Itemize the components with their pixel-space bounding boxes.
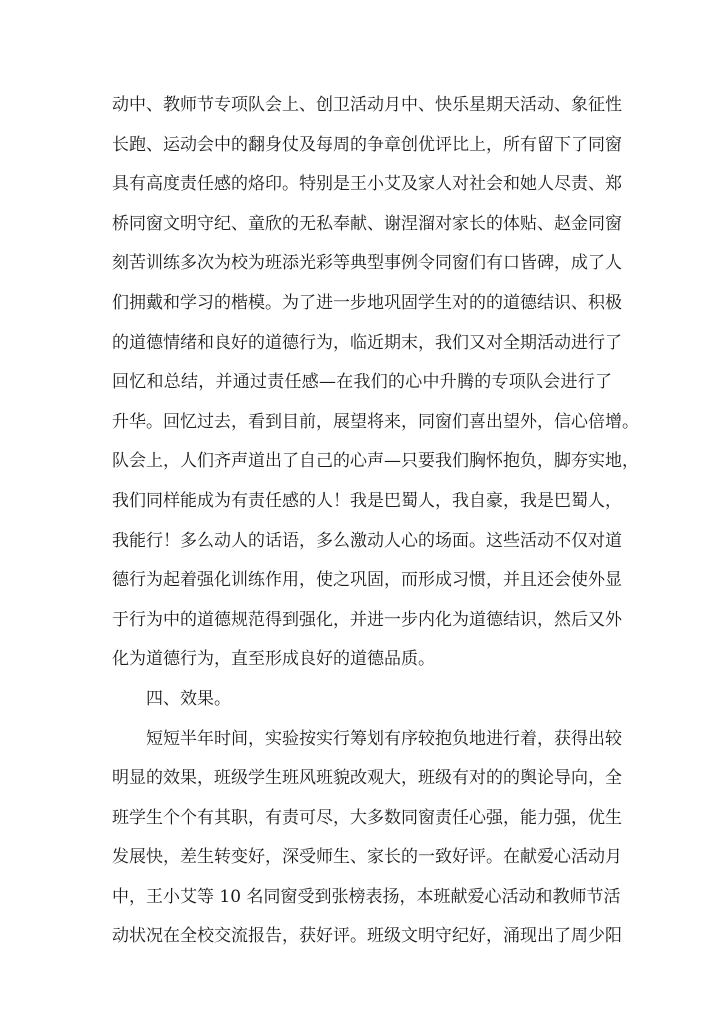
text-line: 中，王小艾等 10 名同窗受到张榜表扬，本班献爱心活动和教师节活 — [112, 886, 621, 907]
text-line: 短短半年时间，实验按实行筹划有序较抱负地进行着，获得出较 — [146, 728, 622, 749]
text-line: 们拥戴和学习的楷模。为了进一步地巩固学生对的的道德结识、积极 — [112, 292, 622, 313]
text-line: 动状况在全校交流报告，获好评。班级文明守纪好，涌现出了周少阳 — [112, 926, 622, 947]
text-line: 发展快，差生转变好，深受师生、家长的一致好评。在献爱心活动月 — [112, 847, 622, 868]
text-line: 队会上，人们齐声道出了自己的心声—只要我们胸怀抱负，脚夯实地， — [112, 451, 639, 472]
text-line: 明显的效果，班级学生班风班貌改观大，班级有对的的舆论导向，全 — [112, 768, 622, 789]
text-line: 的道德情绪和良好的道德行为，临近期末，我们又对全期活动进行了 — [112, 332, 622, 353]
text-line: 我们同样能成为有责任感的人！我是巴蜀人，我自豪，我是巴蜀人， — [112, 490, 622, 511]
text-line: 具有高度责任感的烙印。特别是王小艾及家人对社会和她人尽责、郑 — [112, 174, 622, 195]
text-line: 我能行！多么动人的话语，多么激动人心的场面。这些活动不仅对道 — [112, 530, 622, 551]
text-line: 刻苦训练多次为校为班添光彩等典型事例令同窗们有口皆碑，成了人 — [112, 253, 622, 274]
text-line: 于行为中的道德规范得到强化，并进一步内化为道德结识，然后又外 — [112, 609, 622, 630]
text-line: 桥同窗文明守纪、童欣的无私奉献、谢涅溜对家长的体贴、赵金同窗 — [112, 213, 622, 234]
text-line: 长跑、运动会中的翻身仗及每周的争章创优评比上，所有留下了同窗 — [112, 134, 622, 155]
text-line: 动中、教师节专项队会上、创卫活动月中、快乐星期天活动、象征性 — [112, 95, 622, 115]
text-line: 德行为起着强化训练作用，使之巩固，而形成习惯，并且还会使外显 — [112, 570, 622, 591]
text-line: 升华。回忆过去，看到目前，展望将来，同窗们喜出望外，信心倍增。 — [112, 411, 639, 432]
text-line: 班学生个个有其职，有责可尽，大多数同窗责任心强，能力强，优生 — [112, 807, 622, 828]
text-line: 化为道德行为，直至形成良好的道德品质。 — [112, 649, 435, 670]
text-line: 回忆和总结，并通过责任感—在我们的心中升腾的专项队会进行了 — [112, 372, 612, 393]
body-text — [112, 86, 639, 957]
section-heading: 四、效果。 — [146, 688, 231, 709]
